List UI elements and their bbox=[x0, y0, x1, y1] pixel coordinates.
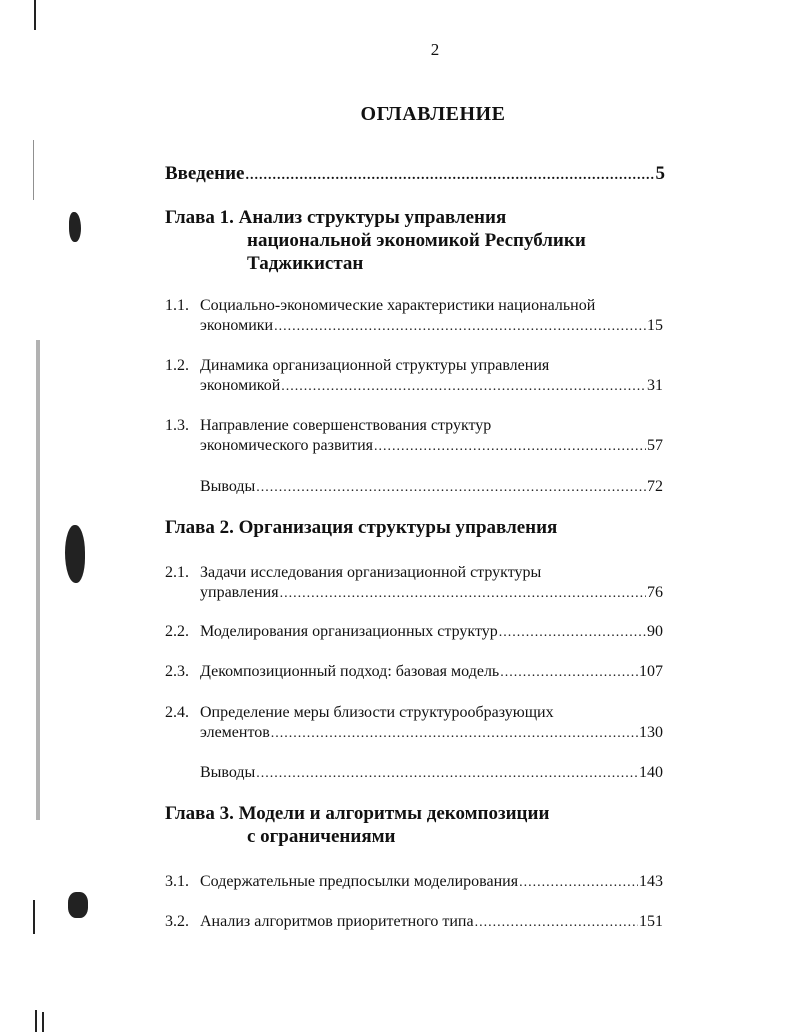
intro-label: Введение bbox=[165, 163, 245, 184]
section-number: 2.2. bbox=[165, 623, 189, 640]
section-page: 15 bbox=[647, 317, 663, 334]
leader-dots bbox=[519, 873, 638, 893]
leader-dots bbox=[256, 478, 646, 498]
scan-artifact bbox=[36, 340, 40, 820]
leader-dots bbox=[499, 623, 646, 643]
toc-title: ОГЛАВЛЕНИЕ bbox=[360, 103, 506, 125]
section-number: 1.2. bbox=[165, 357, 189, 374]
section-number: 1.1. bbox=[165, 297, 189, 314]
chapter-heading-line: Глава 3. Модели и алгоритмы декомпозиции bbox=[165, 803, 550, 824]
toc-entry-2-3 bbox=[165, 662, 663, 683]
toc-entry-1-1 bbox=[165, 296, 663, 337]
toc-entry-3-1 bbox=[165, 872, 663, 893]
leader-dots bbox=[374, 437, 646, 457]
section-title: Содержательные предпосылки моделирования bbox=[200, 873, 519, 890]
scan-artifact bbox=[33, 140, 34, 200]
chapter-2-heading bbox=[165, 516, 665, 539]
toc-entry-2-2 bbox=[165, 622, 663, 643]
toc-entry-1-3 bbox=[165, 416, 663, 457]
section-number: 3.1. bbox=[165, 873, 189, 890]
section-page: 76 bbox=[647, 584, 663, 601]
leader-dots bbox=[246, 168, 655, 184]
toc-entry-1-2 bbox=[165, 356, 663, 397]
section-title: элементов bbox=[200, 724, 270, 741]
chapter-1-heading bbox=[165, 206, 665, 275]
section-title: Направление совершенствования структур bbox=[200, 417, 492, 434]
section-title: экономики bbox=[200, 317, 274, 334]
section-page: 151 bbox=[639, 913, 663, 930]
section-page: 143 bbox=[639, 873, 663, 890]
section-number: 2.4. bbox=[165, 704, 189, 721]
section-title: Декомпозиционный подход: базовая модель bbox=[200, 663, 500, 680]
section-page: 72 bbox=[647, 478, 663, 495]
section-page: 130 bbox=[639, 724, 663, 741]
section-title: Моделирования организационных структур bbox=[200, 623, 498, 640]
section-title: Социально-экономические характеристики национальной bbox=[200, 297, 596, 314]
toc-entry-2-conclusions bbox=[165, 763, 663, 784]
leader-dots bbox=[271, 724, 638, 744]
section-page: 140 bbox=[639, 764, 663, 781]
leader-dots bbox=[281, 377, 646, 397]
chapter-3-heading bbox=[165, 802, 665, 848]
leader-dots bbox=[256, 764, 638, 784]
toc-entry-2-4 bbox=[165, 703, 663, 744]
scan-artifact bbox=[69, 212, 81, 242]
toc-entry-1-conclusions bbox=[165, 477, 663, 498]
section-page: 31 bbox=[647, 377, 663, 394]
section-title: Выводы bbox=[200, 764, 256, 781]
toc-entry-3-2 bbox=[165, 912, 663, 933]
section-page: 90 bbox=[647, 623, 663, 640]
section-number: 1.3. bbox=[165, 417, 189, 434]
leader-dots bbox=[274, 317, 646, 337]
toc-intro bbox=[165, 163, 665, 185]
section-number: 2.3. bbox=[165, 663, 189, 680]
scan-artifact bbox=[68, 892, 88, 918]
section-title: Динамика организационной структуры управления bbox=[200, 357, 550, 374]
section-title: Выводы bbox=[200, 478, 256, 495]
section-number: 3.2. bbox=[165, 913, 189, 930]
section-page: 107 bbox=[639, 663, 663, 680]
section-title: Анализ алгоритмов приоритетного типа bbox=[200, 913, 474, 930]
section-title: экономикой bbox=[200, 377, 281, 394]
section-number: 2.1. bbox=[165, 564, 189, 581]
section-title: Задачи исследования организационной структуры bbox=[200, 564, 542, 581]
leader-dots bbox=[500, 663, 638, 683]
chapter-heading-line: с ограничениями bbox=[247, 826, 396, 847]
scan-artifact bbox=[33, 900, 35, 934]
intro-page: 5 bbox=[655, 163, 665, 184]
chapter-heading-line: Глава 2. Организация структуры управления bbox=[165, 517, 558, 538]
chapter-heading-line: Таджикистан bbox=[247, 253, 364, 274]
section-page: 57 bbox=[647, 437, 663, 454]
section-title: экономического развития bbox=[200, 437, 373, 454]
section-title: Определение меры близости структурообразующих bbox=[200, 704, 554, 721]
chapter-heading-line: национальной экономикой Республики bbox=[247, 230, 586, 251]
leader-dots bbox=[475, 913, 638, 933]
scan-artifact bbox=[42, 1012, 44, 1032]
leader-dots bbox=[280, 584, 646, 604]
toc-entry-2-1 bbox=[165, 563, 663, 604]
page-number: 2 bbox=[430, 40, 440, 59]
scan-artifact bbox=[65, 525, 85, 583]
chapter-heading-line: Глава 1. Анализ структуры управления bbox=[165, 207, 507, 228]
scan-artifact bbox=[35, 1010, 37, 1032]
section-title: управления bbox=[200, 584, 279, 601]
scan-artifact bbox=[34, 0, 36, 30]
